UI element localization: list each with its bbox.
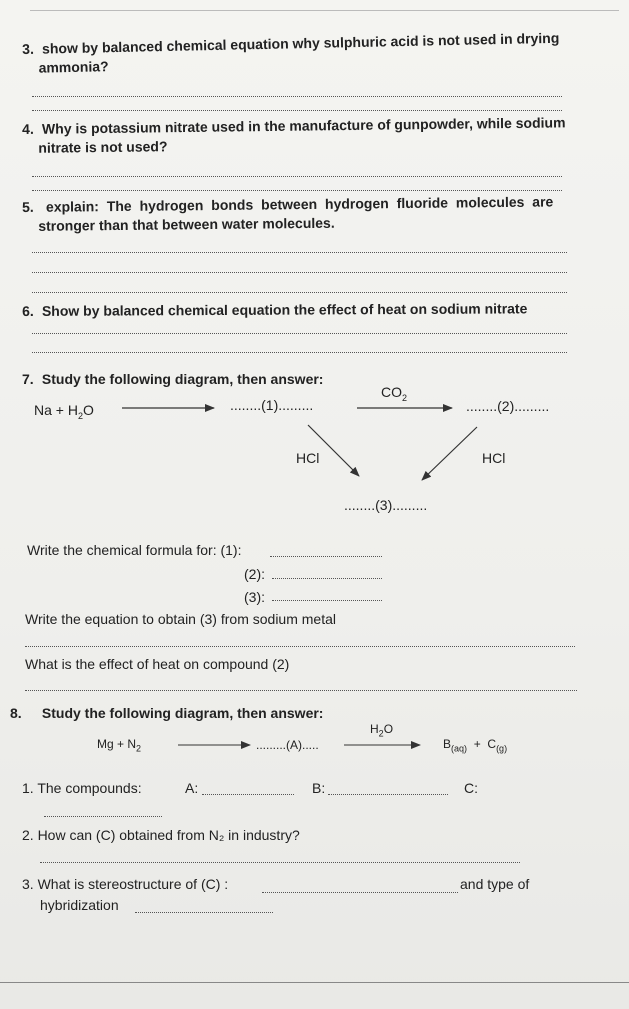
q7-formula-prompt: Write the chemical formula for: (1): xyxy=(27,542,242,558)
q7-hcl-left: HCl xyxy=(296,450,320,466)
question-text: explain: The hydrogen bonds between hydrogen fluoride molecules are xyxy=(45,193,554,215)
question-text-cont: stronger than that between water molecules. xyxy=(38,214,335,234)
q7-blank-1[interactable]: ........(1)......... xyxy=(230,397,314,413)
q8-water-label: $H_2O$ xyxy=(370,722,394,739)
question-text: Show by balanced chemical equation the effect of heat on sodium nitrate xyxy=(41,300,528,319)
question-text: show by balanced chemical equation why sulphuric acid is not used in drying xyxy=(41,29,560,57)
q8-products: $B_{(aq)} + C_{(g)}$ xyxy=(443,737,508,754)
q7-blank-2[interactable]: ........(2)......... xyxy=(466,398,550,414)
q7-formula-3-label: (3): xyxy=(244,589,265,605)
question-number: 6. xyxy=(22,302,34,319)
q7-equation-prompt: Write the equation to obtain (3) from sodium metal xyxy=(25,611,337,627)
question-number: 4. xyxy=(22,120,34,137)
q7-blank-3[interactable]: ........(3)......... xyxy=(344,497,428,513)
q7-formula-2-label: (2): xyxy=(244,566,265,582)
q7-co2-label: $CO_2$ xyxy=(381,384,408,403)
q7-reactants: $Na + H_2O$ xyxy=(34,402,94,421)
q8-hybridization-label: hybridization xyxy=(40,897,119,913)
question-number: 7. xyxy=(22,371,34,387)
question-text: Why is potassium nitrate used in the manufacture of gunpowder, while sodium xyxy=(41,114,566,137)
q7-heat-prompt: What is the effect of heat on compound (2) xyxy=(25,656,290,672)
question-title: Study the following diagram, then answer: xyxy=(41,705,324,721)
question-number: 5. xyxy=(22,198,34,215)
q8-label-c: C: xyxy=(464,780,478,796)
q8-question-3: 3. What is stereostructure of (C) : xyxy=(22,876,229,892)
q8-label-b: B: xyxy=(312,780,326,796)
q8-question-3-cont: and type of xyxy=(460,876,530,892)
q8-label-a: A: xyxy=(185,780,199,796)
q7-arrow-1-to-3 xyxy=(308,425,359,476)
q7-hcl-right: HCl xyxy=(482,450,506,466)
q8-compounds-label: 1. The compounds: xyxy=(22,780,142,796)
question-number: 3. xyxy=(22,40,35,57)
q8-reactants: $Mg + N_2$ xyxy=(97,737,142,754)
question-title: Study the following diagram, then answer: xyxy=(41,371,324,387)
q8-question-2: 2. How can (C) obtained from N₂ in industry? xyxy=(22,827,300,843)
q7-arrow-2-to-3 xyxy=(422,427,477,480)
question-number: 8. xyxy=(10,705,22,721)
q8-blank-a[interactable]: .........(A)..... xyxy=(256,738,319,752)
question-text-cont: ammonia? xyxy=(38,58,109,76)
question-text-cont: nitrate is not used? xyxy=(38,138,168,156)
